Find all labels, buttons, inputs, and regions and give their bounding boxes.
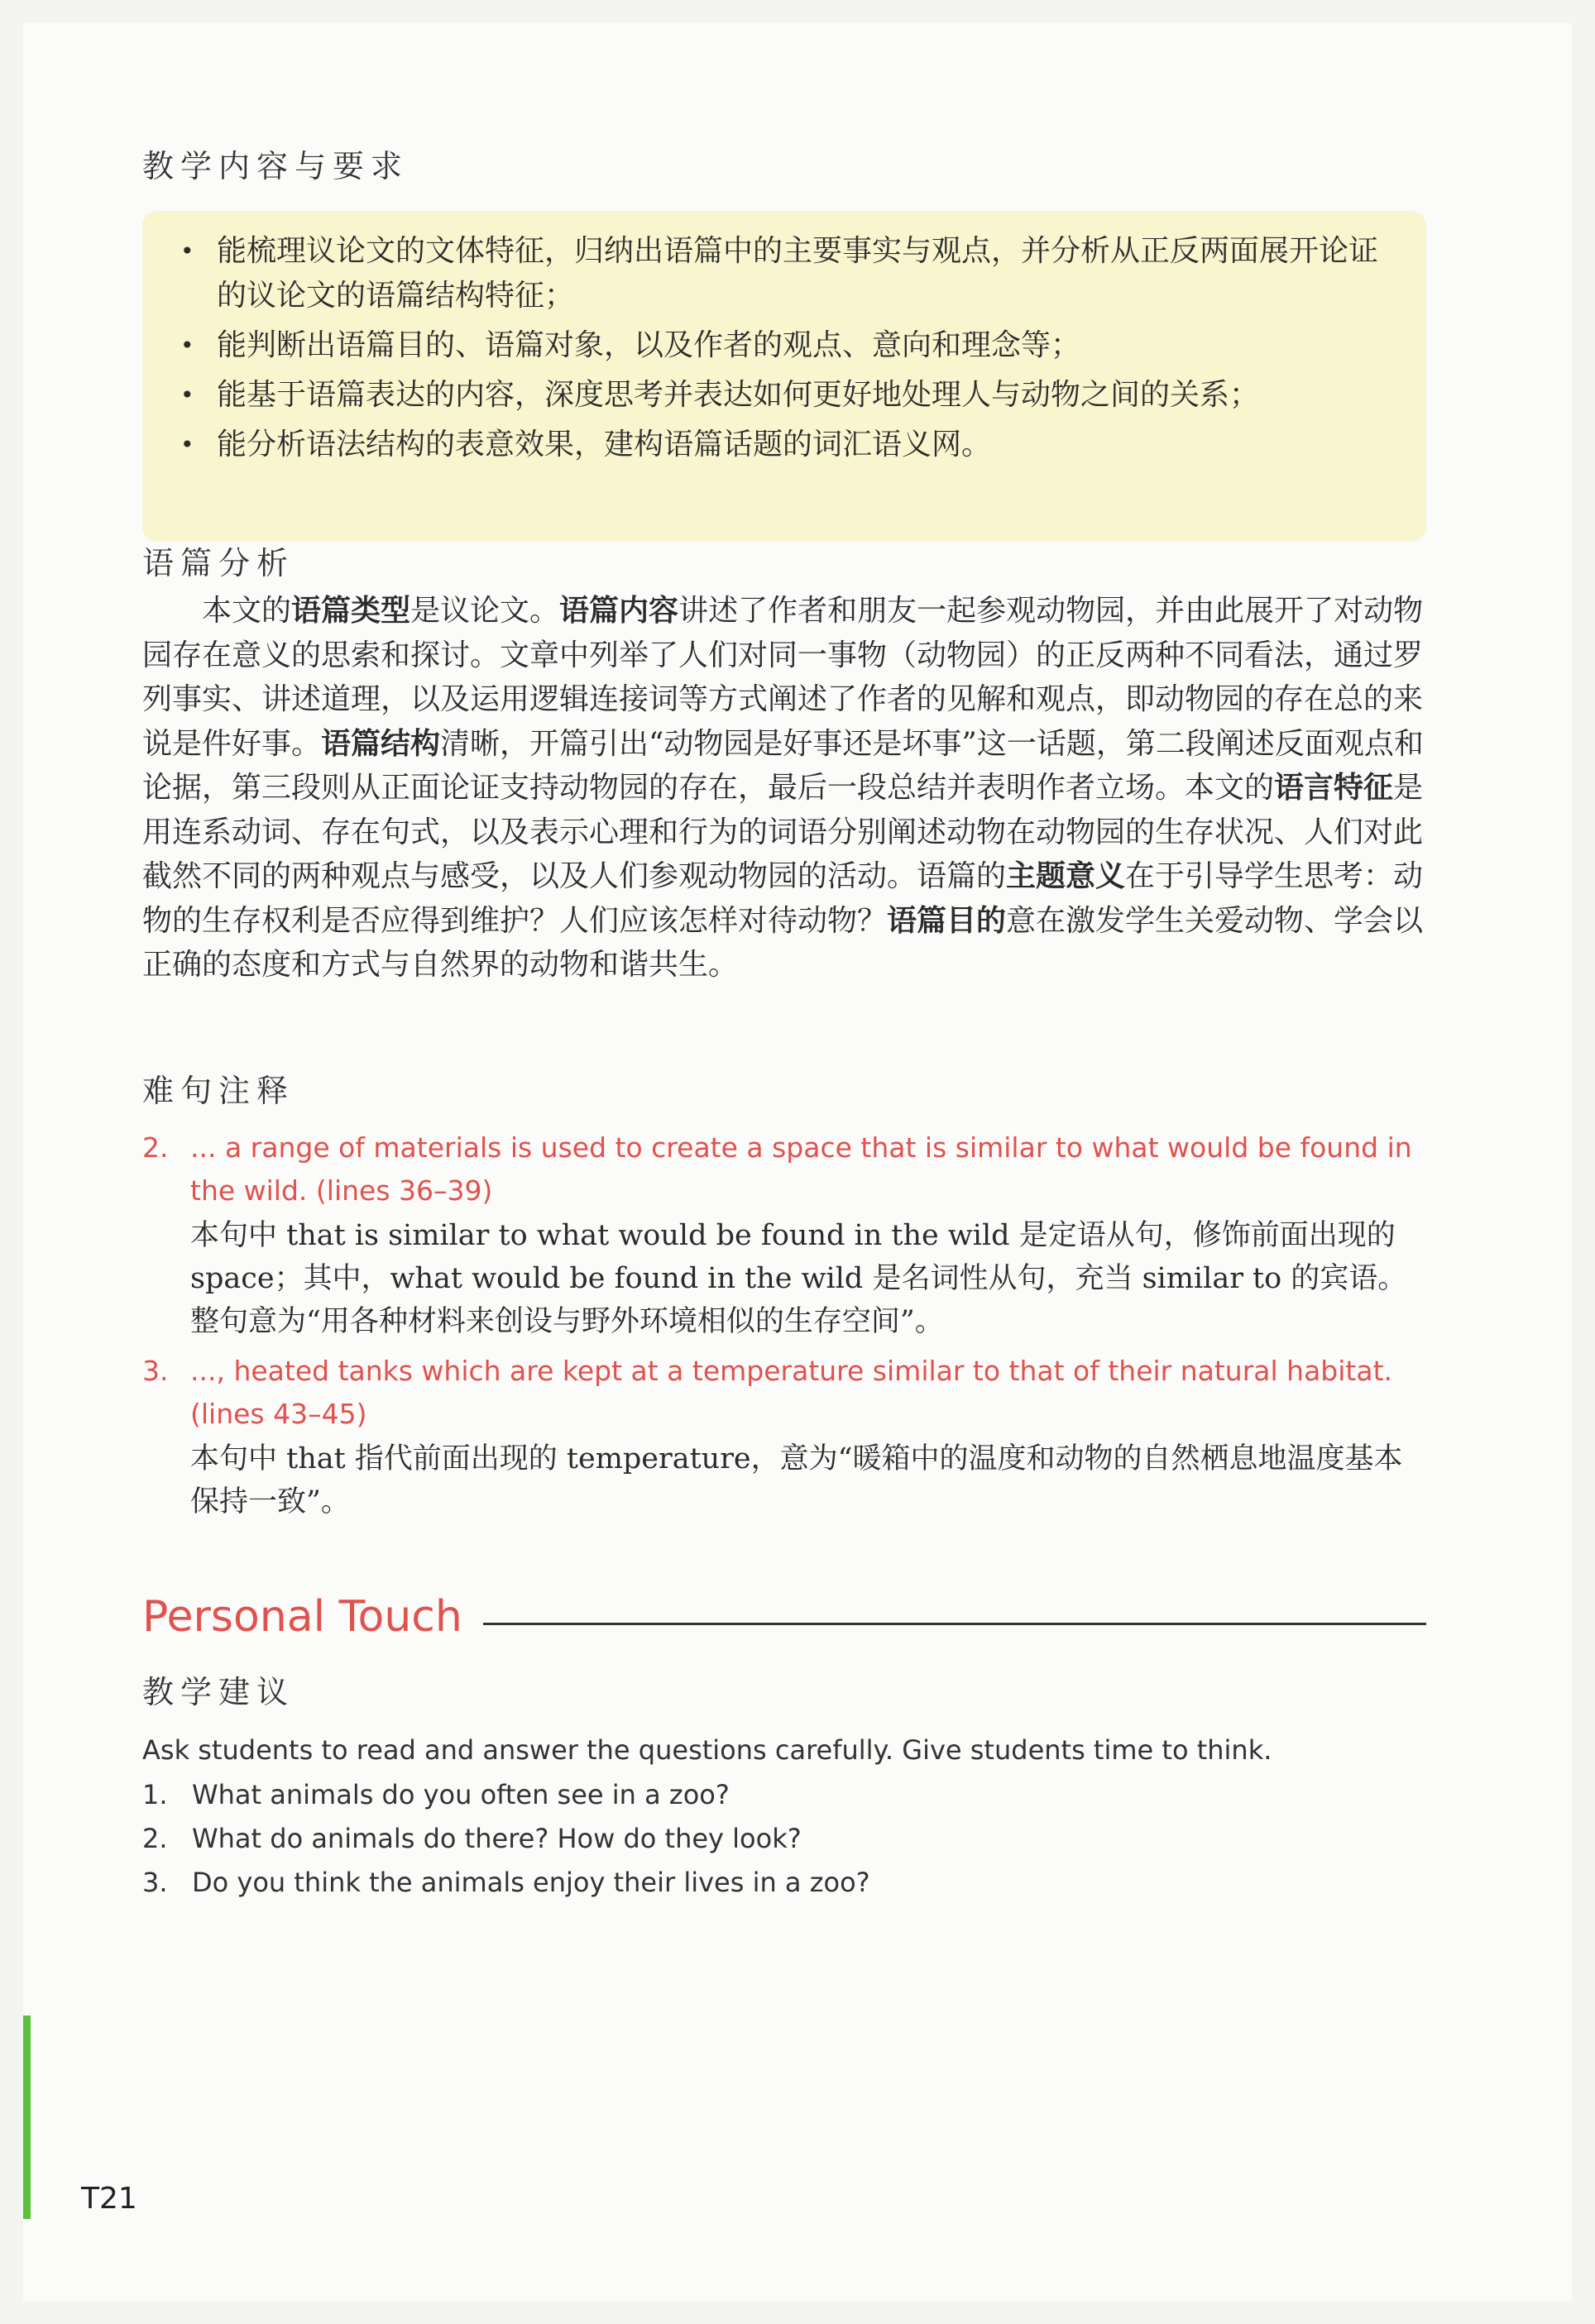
note-number: 3. bbox=[142, 1355, 169, 1387]
bullet-icon: • bbox=[180, 431, 194, 458]
bullet-icon: • bbox=[180, 237, 194, 265]
note-english-sentence: ... a range of materials is used to create a space that is similar to what would be found in the wild. (lines 36–39) bbox=[190, 1131, 1412, 1207]
suggestions-heading: 教学建议 bbox=[142, 1674, 295, 1710]
notes-heading: 难句注释 bbox=[142, 1073, 295, 1109]
analysis-paragraph: 本文的语篇类型是议论文。语篇内容讲述了作者和朋友一起参观动物园，并由此展开了对动物园存在意义的思索和探讨。文章中列举了人们对同一事物（动物园）的正反两种不同看法，通过罗列事实、讲述道理，以及运用逻辑连接词等方式阐述了作者的见解和观点，即动物园的存在总的来说是件好事。语篇结构清晰，开篇引出“动物园是好事还是坏事”这一话题，第二段阐述反面观点和论据，第三段则从正面论证支持动物园的存在，最后一段总结并表明作者立场。本文的语言特征是用连系动词、存在句式，以及表示心理和行为的词语分别阐述动物在动物园的生存状况、人们对此截然不同的两种观点与感受，以及人们参观动物园的活动。语篇的主题意义在于引导学生思考：动物的生存权利是否应得到维护？人们应该怎样对待动物？语篇目的意在激发学生关爱动物、学会以正确的态度和方式与自然界的动物和谐共生。 bbox=[142, 593, 1424, 982]
analysis-heading: 语篇分析 bbox=[142, 545, 295, 581]
bullet-icon: • bbox=[180, 332, 194, 359]
requirement-item: • 能基于语篇表达的内容，深度思考并表达如何更好地处理人与动物之间的关系； bbox=[175, 373, 1393, 418]
personal-touch-title: Personal Touch bbox=[142, 1592, 462, 1642]
requirements-heading: 教学内容与要求 bbox=[142, 148, 410, 184]
note-item bbox=[142, 1350, 1426, 1523]
note-item bbox=[142, 1126, 1426, 1343]
note-chinese-explanation: 本句中 that 指代前面出现的 temperature，意为“暖箱中的温度和动物的自然栖息地温度基本保持一致”。 bbox=[190, 1442, 1403, 1518]
side-color-bar bbox=[23, 2016, 31, 2219]
page-number: T21 bbox=[81, 2182, 137, 2216]
requirement-item: • 能判断出语篇目的、语篇对象，以及作者的观点、意向和理念等； bbox=[175, 323, 1393, 368]
personal-touch-intro: Ask students to read and answer the questions carefully. Give students time to think. bbox=[142, 1734, 1272, 1766]
requirement-item: • 能梳理议论文的文体特征，归纳出语篇中的主要事实与观点，并分析从正反两面展开论证的议论文的语篇结构特征； bbox=[175, 229, 1393, 318]
note-number: 2. bbox=[142, 1131, 169, 1164]
requirements-box bbox=[142, 211, 1426, 542]
requirement-item: • 能分析语法结构的表意效果，建构语篇话题的词汇语义网。 bbox=[175, 423, 1393, 467]
question-item: 1. What animals do you often see in a zoo? bbox=[142, 1779, 730, 1810]
requirements-list bbox=[142, 211, 1426, 467]
note-english-sentence: ..., heated tanks which are kept at a temperature similar to that of their natural habitat. (lines 43–45) bbox=[190, 1355, 1393, 1430]
section-divider bbox=[483, 1623, 1426, 1625]
question-item: 2. What do animals do there? How do they look? bbox=[142, 1823, 802, 1854]
question-item: 3. Do you think the animals enjoy their lives in a zoo? bbox=[142, 1867, 870, 1898]
bullet-icon: • bbox=[180, 381, 194, 409]
note-chinese-explanation: 本句中 that is similar to what would be found in the wild 是定语从句，修饰前面出现的 space；其中，what would be found in the wild 是名词性从句，充当 similar to 的宾语。整句意为“用各种材料来创设与野外环境相似的生存空间”。 bbox=[190, 1219, 1407, 1338]
question-list bbox=[142, 1773, 870, 1905]
